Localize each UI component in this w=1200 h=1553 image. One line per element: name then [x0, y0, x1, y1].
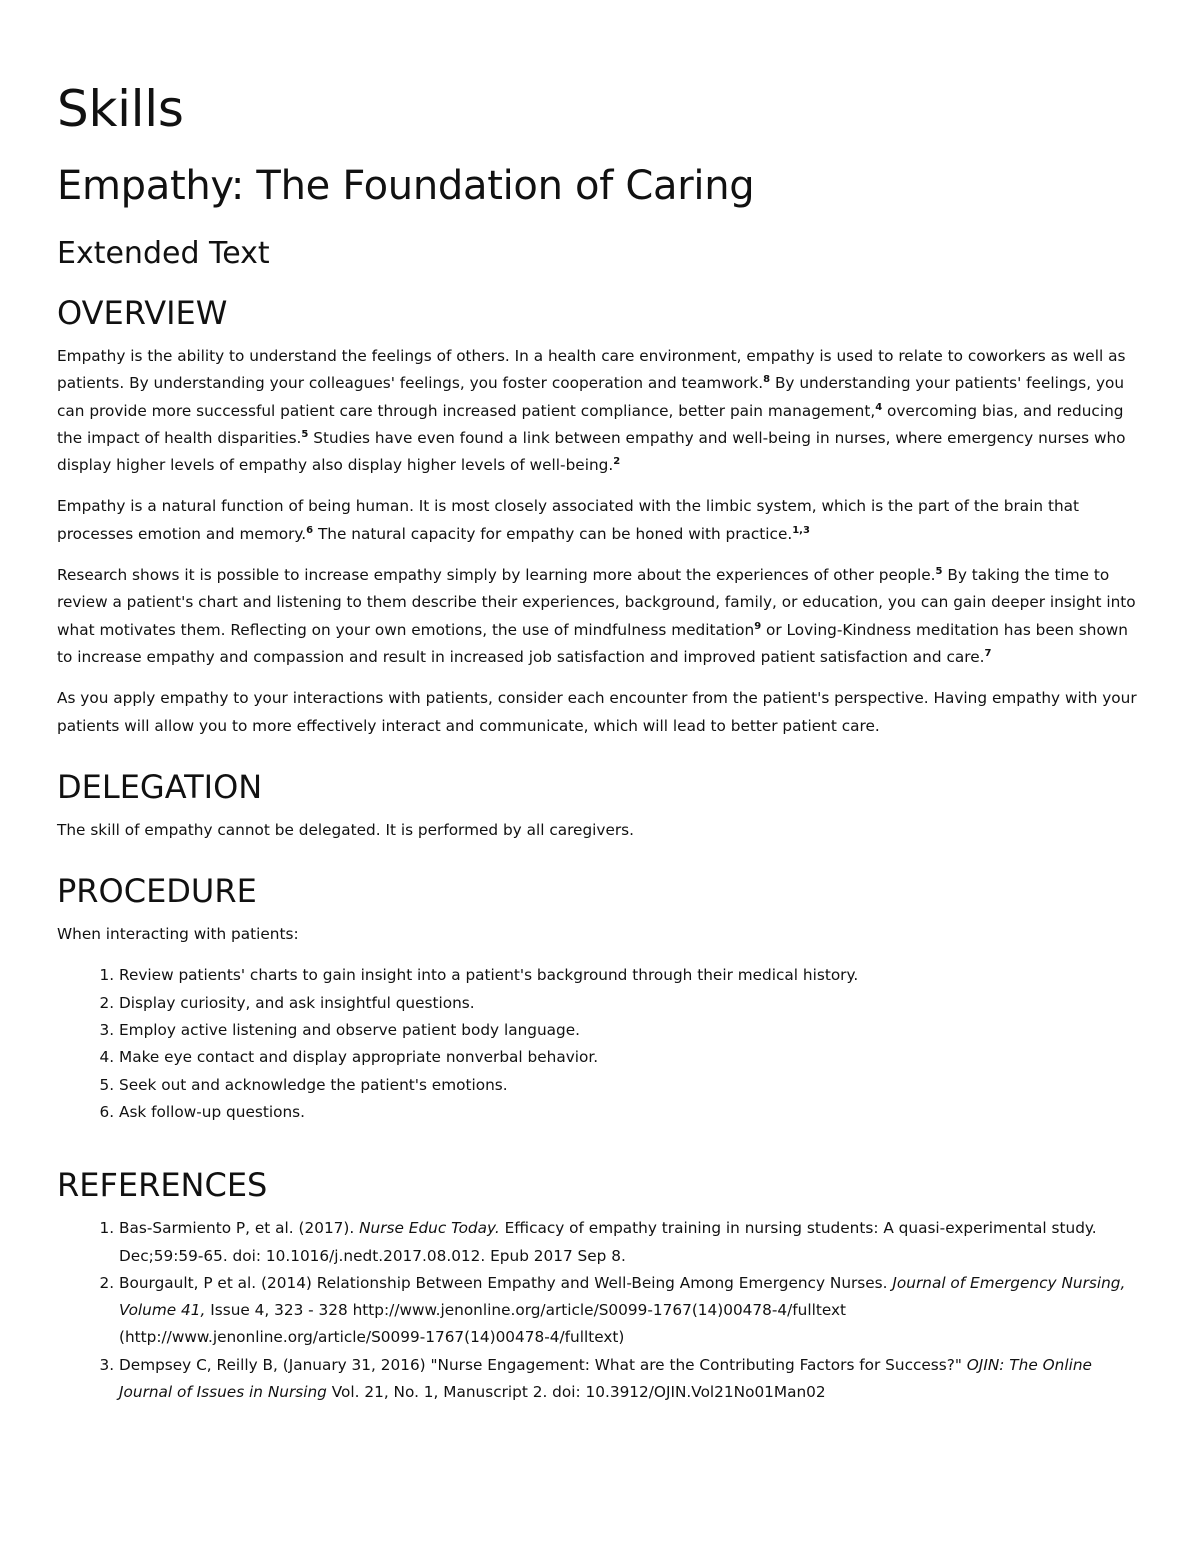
procedure-intro: When interacting with patients:	[57, 925, 299, 944]
text-run: Research shows it is possible to increase empathy simply by learning more about the experiences of other people.	[57, 566, 936, 585]
references-section	[57, 1164, 1142, 1406]
delegation-heading: DELEGATION	[57, 767, 263, 806]
text-run: Vol. 21, No. 1, Manuscript 2. doi: 10.3912/OJIN.Vol21No01Man02	[326, 1383, 826, 1402]
text-run: Studies have even found a link between empathy and well-being in nurses, where emergency nurses who display higher levels of empathy also display higher levels of well-being.	[57, 428, 1126, 475]
text-run: Empathy is a natural function of being human. It is most closely associated with the limbic system, which is the part of the brain that processes emotion and memory.	[57, 497, 1080, 543]
text-run: Bas-Sarmiento P, et al. (2017).	[119, 1219, 360, 1238]
citation-sup: 4	[875, 401, 883, 413]
delegation-section	[57, 766, 1142, 844]
overview-paragraph-2	[57, 493, 1142, 548]
overview-paragraph-4: As you apply empathy to your interactions with patients, consider each encounter from the patient's perspective. Having empathy with your patients will allow you to more effectively interact and communicate, which will lead to better patient care.	[57, 689, 1137, 735]
list-item: 4. Make eye contact and display appropriate nonverbal behavior.	[119, 1044, 1142, 1071]
text-run: Efficacy of empathy training in nursing students: A quasi-experimental study. Dec;59:59-65. doi: 10.1016/j.nedt.2017.08.012. Epub 2017 Sep 8.	[119, 1219, 1097, 1265]
text-run: Dempsey C, Reilly B, (January 31, 2016) "Nurse Engagement: What are the Contributing Factors for Success?"	[119, 1355, 967, 1374]
references-list	[57, 1215, 1142, 1406]
citation-sup: 5	[935, 566, 943, 578]
citation-sup: 1,3	[792, 524, 810, 536]
delegation-text: The skill of empathy cannot be delegated. It is performed by all caregivers.	[57, 820, 635, 839]
citation-sup: 8	[763, 374, 771, 386]
overview-paragraph-3	[57, 562, 1142, 671]
list-item: 2. Display curiosity, and ask insightful questions.	[119, 990, 1142, 1017]
reference-item	[119, 1270, 1142, 1352]
text-run: overcoming bias, and reducing the impact of health disparities.	[57, 401, 1124, 447]
overview-heading: OVERVIEW	[57, 294, 228, 332]
overview-section	[57, 292, 1142, 740]
overview-paragraph-1	[57, 343, 1142, 479]
list-item: 5. Seek out and acknowledge the patient's emotions.	[119, 1072, 1142, 1099]
list-item: 3. Employ active listening and observe patient body language.	[119, 1017, 1142, 1044]
citation-sup: 2	[613, 456, 621, 468]
procedure-section	[57, 870, 1142, 1126]
references-wrap	[57, 1215, 1142, 1406]
citation-sup: 6	[306, 524, 314, 536]
journal-title: OJIN: The Online Journal of Issues in Nursing	[119, 1355, 1092, 1402]
text-run: Empathy is the ability to understand the feelings of others. In a health care environment, empathy is used to relate to coworkers as well as patients. By understanding your colleagues' feelings, you foster cooperation and teamwork.	[57, 347, 1126, 393]
references-heading: REFERENCES	[57, 1166, 268, 1205]
text-run: By understanding your patients' feelings, you can provide more successful patient care through increased patient compliance, better pain management,	[57, 374, 1125, 420]
citation-sup: 5	[301, 428, 309, 440]
text-run: Bourgault, P et al. (2014) Relationship Between Empathy and Well-Being Among Emergency Nurses.	[119, 1273, 893, 1292]
citation-sup: 9	[754, 620, 762, 632]
text-run: The natural capacity for empathy can be honed with practice.	[313, 524, 793, 543]
text-run: or Loving-Kindness meditation has been shown to increase empathy and compassion and result in increased job satisfaction and improved patient satisfaction and care.	[57, 620, 1129, 666]
page-heading-skills: Skills	[57, 80, 184, 138]
citation-sup: 7	[984, 647, 992, 659]
text-run: Issue 4, 323 - 328 http://www.jenonline.org/article/S0099-1767(14)00478-4/fulltext (http://www.jenonline.org/article/S0099-1767(14)00478-4/fulltext)	[119, 1301, 847, 1347]
procedure-heading: PROCEDURE	[57, 872, 257, 911]
page-title: Empathy: The Foundation of Caring	[57, 163, 755, 209]
reference-item	[119, 1352, 1142, 1407]
text-run: By taking the time to review a patient's chart and listening to them describe their experiences, background, family, or education, you can gain deeper insight into what motivates them. Reflecting on your own emotions, the use of mindfulness meditation	[57, 566, 1136, 639]
page-subtitle: Extended Text	[57, 236, 270, 271]
journal-title: Nurse Educ Today.	[359, 1219, 500, 1238]
procedure-steps-list	[57, 962, 1142, 1126]
journal-title: Journal of Emergency Nursing, Volume 41,	[119, 1273, 1126, 1320]
list-item: 6. Ask follow-up questions.	[119, 1099, 1142, 1126]
reference-item	[119, 1215, 1142, 1270]
list-item: 1. Review patients' charts to gain insight into a patient's background through their medical history.	[119, 962, 1142, 989]
